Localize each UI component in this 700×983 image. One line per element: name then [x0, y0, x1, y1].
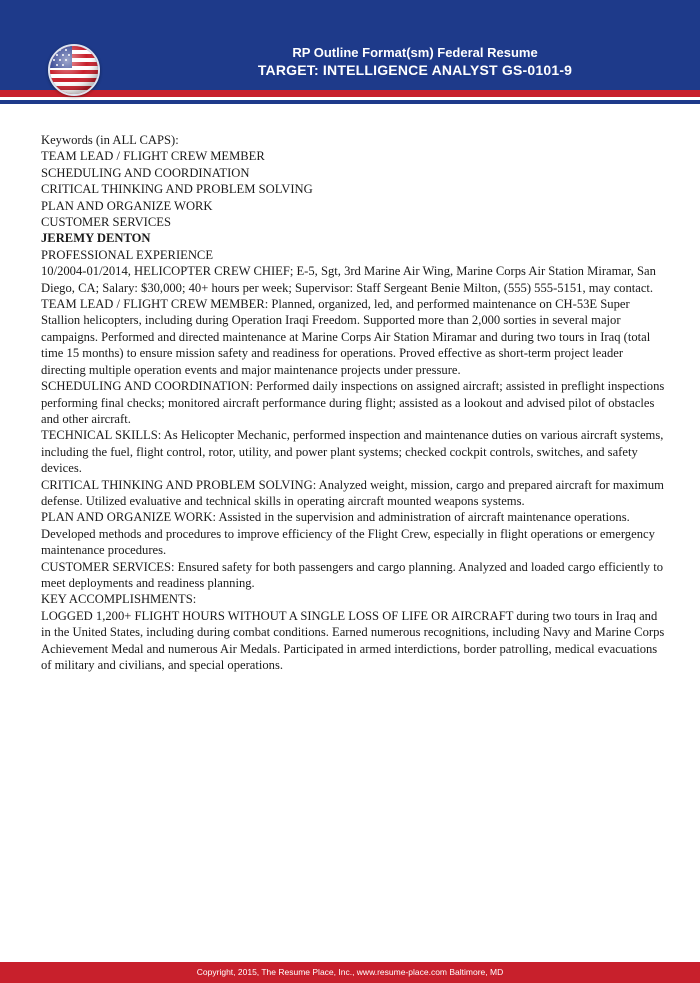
header-line-1: RP Outline Format(sm) Federal Resume	[292, 45, 538, 60]
keyword-item: CUSTOMER SERVICES	[41, 215, 171, 230]
header-red-stripe	[0, 90, 700, 97]
keyword-item: SCHEDULING AND COORDINATION	[41, 165, 250, 180]
section-critical-thinking	[41, 477, 667, 510]
keywords-block	[41, 132, 667, 230]
section-text: As Helicopter Mechanic, performed inspection and maintenance duties on various aircraft systems, including the fuel, flight control, rotor, utility, and power plant systems; checked cockpit controls, switches, and safety devices.	[41, 428, 664, 476]
section-text: Performed daily inspections on assigned aircraft; assisted in preflight inspections performing final checks; monitored aircraft performance during flight; assisted as a lookout and advised pilot of obstacles and other aircraft.	[41, 379, 665, 426]
header-line-2: TARGET: INTELLIGENCE ANALYST GS-0101-9	[257, 62, 573, 78]
accomplishment-text: LOGGED 1,200+ FLIGHT HOURS WITHOUT A SINGLE LOSS OF LIFE OR AIRCRAFT during two tours in Iraq and in the United States, including during combat conditions. Earned numerous recognitions, including Navy and Marine Corps Achievement Medal and numerous Air Medals. Participated in armed interdictions, border patrolling, medical evacuations of military and civilians, and special operations.	[41, 608, 665, 672]
section-text: Assisted in the supervision and administration of aircraft maintenance operations. Developed methods and procedures to improve efficiency of the Flight Crew, especially in flight operations or emergency maintenance procedures.	[41, 510, 655, 558]
applicant-name: JEREMY DENTON	[41, 231, 151, 246]
header-blue-stripe	[0, 100, 700, 104]
professional-experience-heading: PROFESSIONAL EXPERIENCE	[41, 247, 214, 262]
keyword-item: TEAM LEAD / FLIGHT CREW MEMBER	[41, 149, 265, 164]
keywords-title: Keywords (in ALL CAPS):	[41, 133, 179, 147]
us-flag-globe-icon	[48, 44, 100, 96]
resume-body	[41, 132, 667, 673]
section-heading: CUSTOMER SERVICES:	[41, 559, 175, 574]
section-heading: TECHNICAL SKILLS:	[41, 428, 162, 443]
section-heading: CRITICAL THINKING AND PROBLEM SOLVING:	[41, 477, 317, 492]
keyword-item: CRITICAL THINKING AND PROBLEM SOLVING	[41, 182, 313, 197]
section-heading: TEAM LEAD / FLIGHT CREW MEMBER:	[41, 297, 269, 312]
section-team-lead	[41, 296, 667, 378]
section-customer-services	[41, 559, 667, 592]
section-heading: PLAN AND ORGANIZE WORK:	[41, 510, 217, 525]
section-text: Ensured safety for both passengers and cargo planning. Analyzed and loaded cargo efficiently to meet deployments and readiness planning.	[41, 559, 664, 590]
section-heading: SCHEDULING AND COORDINATION:	[41, 379, 253, 394]
section-plan-organize	[41, 509, 667, 558]
keyword-item: PLAN AND ORGANIZE WORK	[41, 198, 213, 213]
footer-copyright: Copyright, 2015, The Resume Place, Inc., www.resume-place.com Baltimore, MD	[0, 962, 700, 983]
position-info: 10/2004-01/2014, HELICOPTER CREW CHIEF; E-5, Sgt, 3rd Marine Air Wing, Marine Corps Air Station Miramar, San Diego, CA; Salary: $30,000; 40+ hours per week; Supervisor: Staff Sergeant Benie Milton, (555) 555-5151, may contact.	[41, 264, 656, 295]
section-technical-skills	[41, 427, 667, 476]
section-text: Planned, organized, led, and performed maintenance on CH-53E Super Stallion helicopters, including during Operation Iraqi Freedom. Supported more than 2,000 sorties in several major campaigns. Performed and directed maintenance at Marine Corps Air Station Miramar and during two tours in Iraq (total time 15 months) to ensure mission safety and readiness for operations. Proved effective as short-term project leader directing multiple operation events and major maintenance projects under pressure.	[41, 297, 651, 377]
key-accomplishments-heading: KEY ACCOMPLISHMENTS:	[41, 592, 197, 607]
header-title	[150, 44, 680, 80]
section-text: Analyzed weight, mission, cargo and prepared aircraft for maximum defense. Utilized evaluative and technical skills in operating aircraft mounted weapons systems.	[41, 477, 664, 508]
section-scheduling	[41, 378, 667, 427]
